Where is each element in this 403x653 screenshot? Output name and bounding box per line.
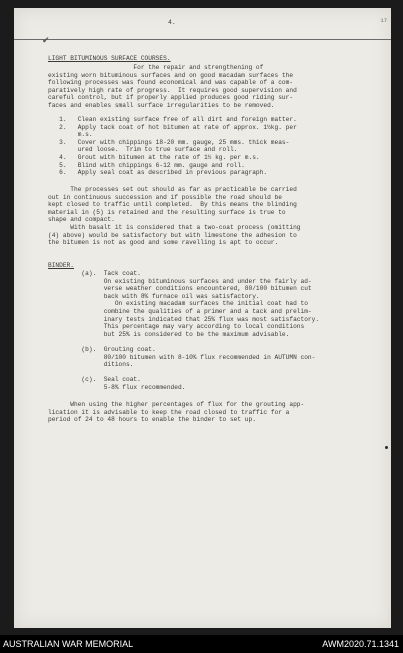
binder-section: (a). Tack coat. On existing bituminous surfaces and under the fairly ad- verse weather conditions encountered, 80/100 bitumen cut back with 8% furnace oil was satisfactory. On existing macadam surfaces the initial coat had to combine the qualities of a primer and a tack and prelim- inary tests indicated that 25% flux was most satisfactory. This percentage may vary according to local conditions but 25% is considered to be the maximum advisable. (b). Grouting coat. 80/100 bitumen with 8-10% flux recommended in AUTUMN con- ditions. (c). Seal coat. 5-8% flux recommended. — [81, 270, 320, 391]
footer-accession-number: AWM2020.71.1341 — [322, 639, 399, 649]
closing-paragraph: When using the higher percentages of flux for the grouting app- lication it is advisable to keep the road closed to traffic for a period of 24 to 48 hours to enable the binder to set up. — [48, 401, 305, 424]
page-number: 4. — [168, 19, 176, 26]
pencil-tick-mark: ✔ — [42, 36, 50, 46]
document-page — [14, 8, 391, 628]
procedure-steps: 1. Clean existing surface free of all dirt and foreign matter. 2. Apply tack coat of hot bitumen at rate of approx. 1½kg. per m.s. 3. Cover with chippings 18-20 mm. gauge, 25 mms. thick meas- ured loose. Trim to true surface and roll. 4. Grout with bitumen at the rate of 1½ kg. per m.s. 5. Blind with chippings 6-12 mm. gauge and roll. 6. Apply seal coat as described in previous paragraph. — [59, 116, 297, 177]
binder-heading: BINDER. — [48, 262, 74, 269]
header-rule — [14, 39, 391, 40]
archive-footer — [0, 635, 403, 653]
punch-hole-dot — [385, 446, 388, 449]
footer-institution: AUSTRALIAN WAR MEMORIAL — [3, 639, 134, 649]
reference-mark: 17 — [380, 17, 387, 24]
intro-paragraph: For the repair and strengthening of existing worn bituminous surfaces and on good macadam surfaces the following processes was found economical and was capable of a com- paratively high rate of progress. It requires good supervision and careful control, but if properly applied produces good riding sur- faces and enables small surface irregularities to be removed. — [48, 64, 297, 109]
section-heading: LIGHT BITUMINOUS SURFACE COURSES. — [48, 55, 171, 62]
process-paragraph: The processes set out should as far as practicable be carried out in continuous succession and if possible the road should be kept closed to traffic until completed. By this means the blinding material in (5) is retained and the resulting surface is true to shape and compact. With basalt it is considered that a two-coat process (omitting (4) above) would be satisfactory but with limestone the adhesion to the bitumen is not as good and some ravelling is apt to occur. — [48, 186, 301, 247]
